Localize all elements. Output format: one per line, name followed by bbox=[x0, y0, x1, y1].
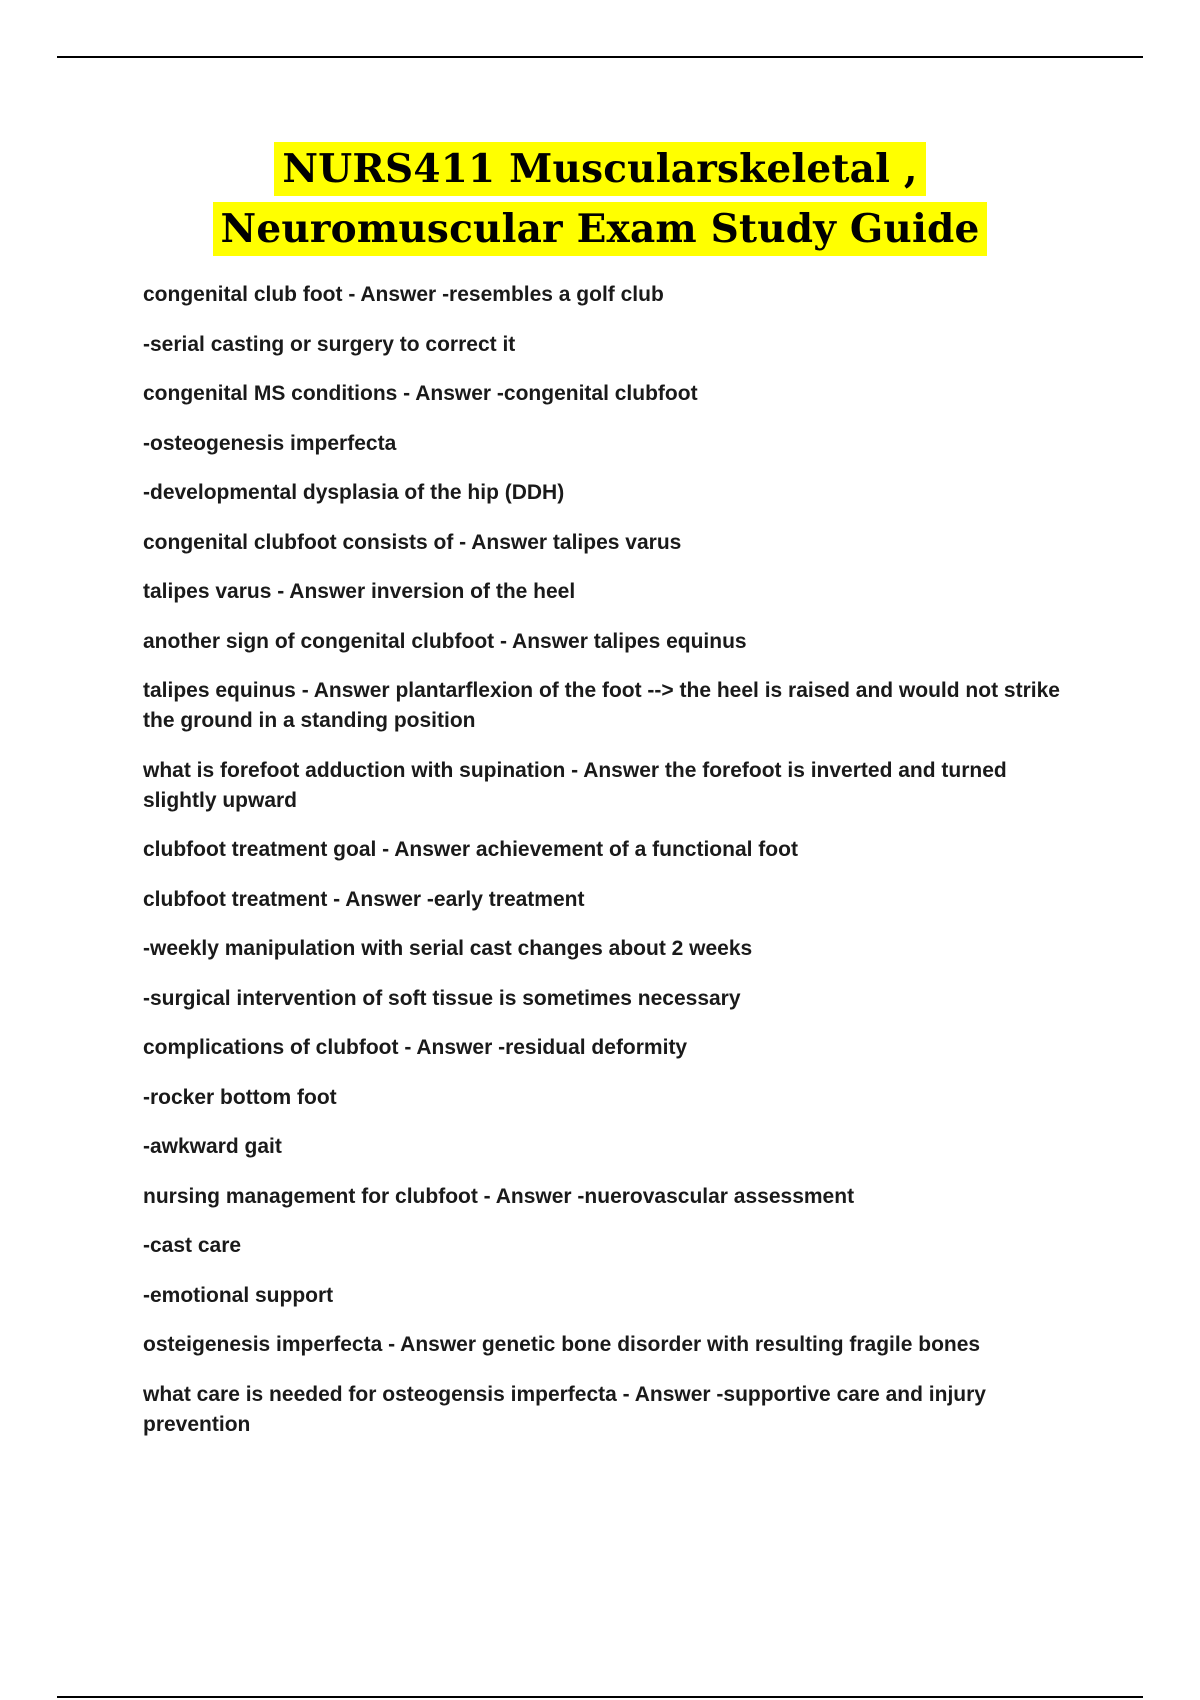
qa-line: congenital club foot - Answer -resembles a golf club bbox=[143, 283, 664, 306]
qa-line: clubfoot treatment goal - Answer achievement of a functional foot bbox=[143, 838, 798, 861]
document-title bbox=[0, 142, 1200, 262]
qa-line: what care is needed for osteogensis imperfecta - Answer -supportive care and injury prevention bbox=[143, 1382, 986, 1436]
qa-line: clubfoot treatment - Answer -early treatment bbox=[143, 887, 585, 911]
qa-line: complications of clubfoot - Answer -residual deformity bbox=[143, 1036, 688, 1059]
qa-line: -awkward gait bbox=[143, 1135, 282, 1158]
qa-line: -rocker bottom foot bbox=[143, 1085, 337, 1109]
qa-line: talipes varus - Answer inversion of the heel bbox=[143, 580, 576, 603]
qa-line: -surgical intervention of soft tissue is sometimes necessary bbox=[143, 986, 741, 1010]
study-guide-body bbox=[143, 280, 1083, 1459]
qa-line: talipes equinus - Answer plantarflexion of the foot --> the heel is raised and would not strike the ground in a standing position bbox=[143, 679, 1060, 732]
qa-line: nursing management for clubfoot - Answer -nuerovascular assessment bbox=[143, 1184, 855, 1208]
bottom-rule bbox=[57, 1696, 1143, 1698]
qa-line: congenital clubfoot consists of - Answer talipes varus bbox=[143, 530, 682, 554]
title-line-2: Neuromuscular Exam Study Guide bbox=[213, 202, 988, 256]
qa-line: another sign of congenital clubfoot - Answer talipes equinus bbox=[143, 629, 747, 653]
qa-line: congenital MS conditions - Answer -congenital clubfoot bbox=[143, 382, 698, 405]
qa-line: -emotional support bbox=[143, 1283, 334, 1307]
qa-line: -developmental dysplasia of the hip (DDH) bbox=[143, 481, 565, 504]
qa-line: -weekly manipulation with serial cast changes about 2 weeks bbox=[143, 937, 753, 960]
title-line-1: NURS411 Muscularskeletal , bbox=[274, 142, 925, 196]
qa-line: -osteogenesis imperfecta bbox=[143, 431, 397, 455]
qa-line: -serial casting or surgery to correct it bbox=[143, 332, 516, 356]
top-rule bbox=[57, 56, 1143, 58]
qa-line: -cast care bbox=[143, 1234, 242, 1257]
qa-line: what is forefoot adduction with supination - Answer the forefoot is inverted and turned slightly upward bbox=[143, 758, 1007, 812]
qa-line: osteigenesis imperfecta - Answer genetic bone disorder with resulting fragile bones bbox=[143, 1333, 981, 1356]
